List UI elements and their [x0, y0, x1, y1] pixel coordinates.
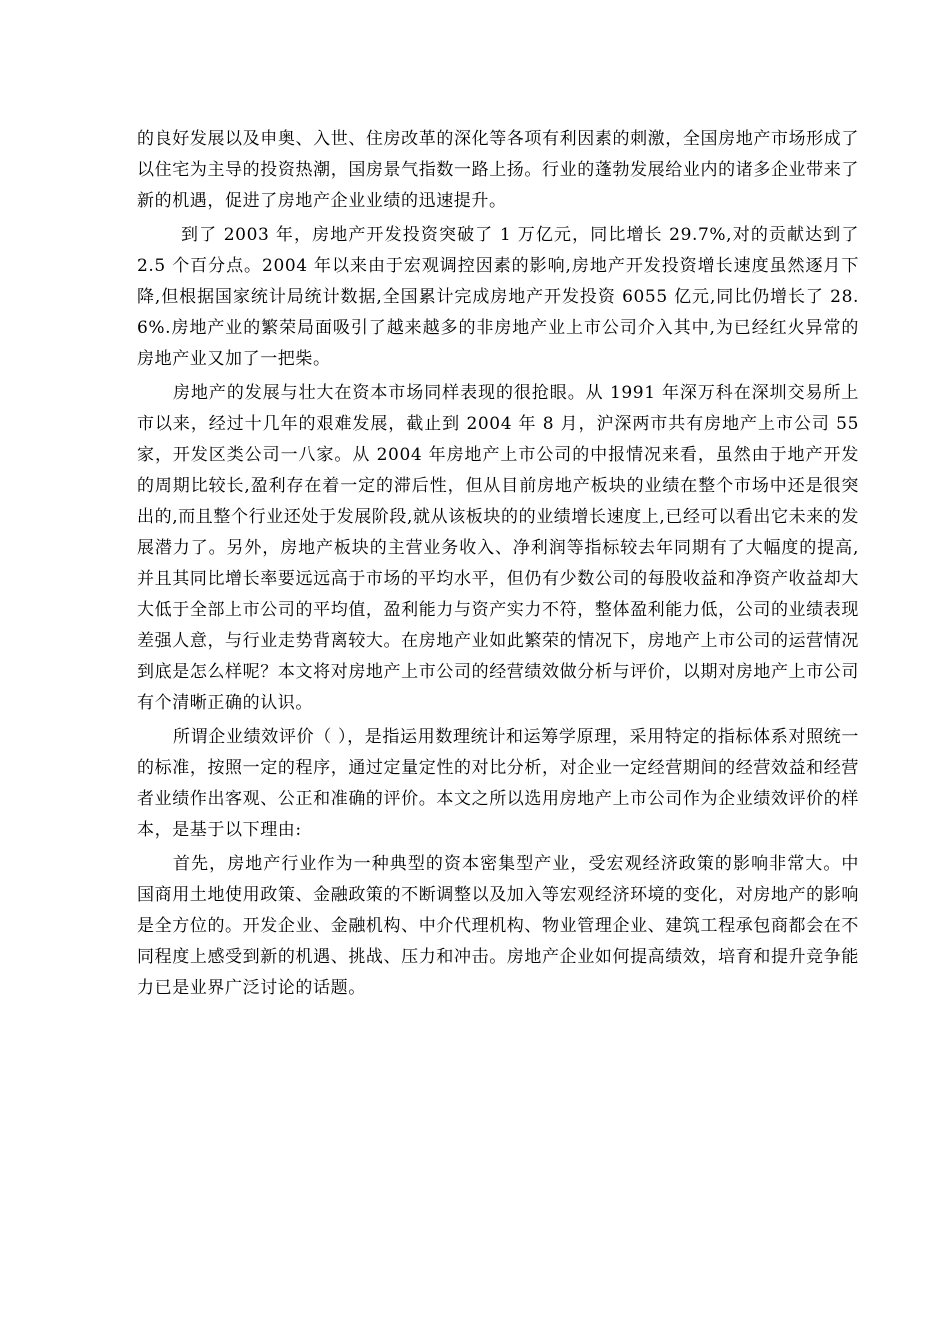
paragraph-investment-2003: 到了 2003 年，房地产开发投资突破了 1 万亿元，同比增长 29.7%,对的贡献达到了 2.5 个百分点。2004 年以来由于宏观调控因素的影响,房地产开发投资增长速度虽然逐月下降,但根据国家统计局统计数据,全国累计完成房地产开发投资 6055 亿元,同比仍增长了 28.6%.房地产业的繁荣局面吸引了越来越多的非房地产业上市公司介入其中,为已经红火异常的房地产业又加了一把柴。 [137, 225, 859, 369]
document-body [137, 124, 859, 1004]
paragraph-continuation: 的良好发展以及申奥、入世、住房改革的深化等各项有利因素的刺激，全国房地产市场形成了以住宅为主导的投资热潮，国房景气指数一路上扬。行业的蓬勃发展给业内的诸多企业带来了新的机遇，促进了房地产企业业绩的迅速提升。 [137, 129, 859, 211]
paragraph-performance-evaluation: 所谓企业绩效评价（ ），是指运用数理统计和运筹学原理，采用特定的指标体系对照统一的标准，按照一定的程序，通过定量定性的对比分析，对企业一定经营期间的经营效益和经营者业绩作出客观、公正和准确的评价。本文之所以选用房地产上市公司作为企业绩效评价的样本，是基于以下理由: [137, 727, 859, 840]
paragraph-first-reason: 首先，房地产行业作为一种典型的资本密集型产业，受宏观经济政策的影响非常大。中国商用土地使用政策、金融政策的不断调整以及加入等宏观经济环境的变化，对房地产的影响是全方位的。开发企业、金融机构、中介代理机构、物业管理企业、建筑工程承包商都会在不同程度上感受到新的机遇、挑战、压力和冲击。房地产企业如何提高绩效，培育和提升竞争能力已是业界广泛讨论的话题。 [137, 854, 859, 998]
paragraph-capital-market: 房地产的发展与壮大在资本市场同样表现的很抢眼。从 1991 年深万科在深圳交易所上市以来，经过十几年的艰难发展，截止到 2004 年 8 月，沪深两市共有房地产上市公司 55 家，开发区类公司一八家。从 2004 年房地产上市公司的中报情况来看，虽然由于地产开发的周期比较长,盈利存在着一定的滞后性，但从目前房地产板块的业绩在整个市场中还是很突出的,而且整个行业还处于发展阶段,就从该板块的的业绩增长速度上,已经可以看出它未来的发展潜力了。另外，房地产板块的主营业务收入、净利润等指标较去年同期有了大幅度的提高,并且其同比增长率要远远高于市场的平均水平，但仍有少数公司的每股收益和净资产收益却大大低于全部上市公司的平均值，盈利能力与资产实力不符，整体盈利能力低，公司的业绩表现差强人意，与行业走势背离较大。在房地产业如此繁荣的情况下，房地产上市公司的运营情况到底是怎么样呢？本文将对房地产上市公司的经营绩效做分析与评价，以期对房地产上市公司有个清晰正确的认识。 [137, 383, 860, 713]
